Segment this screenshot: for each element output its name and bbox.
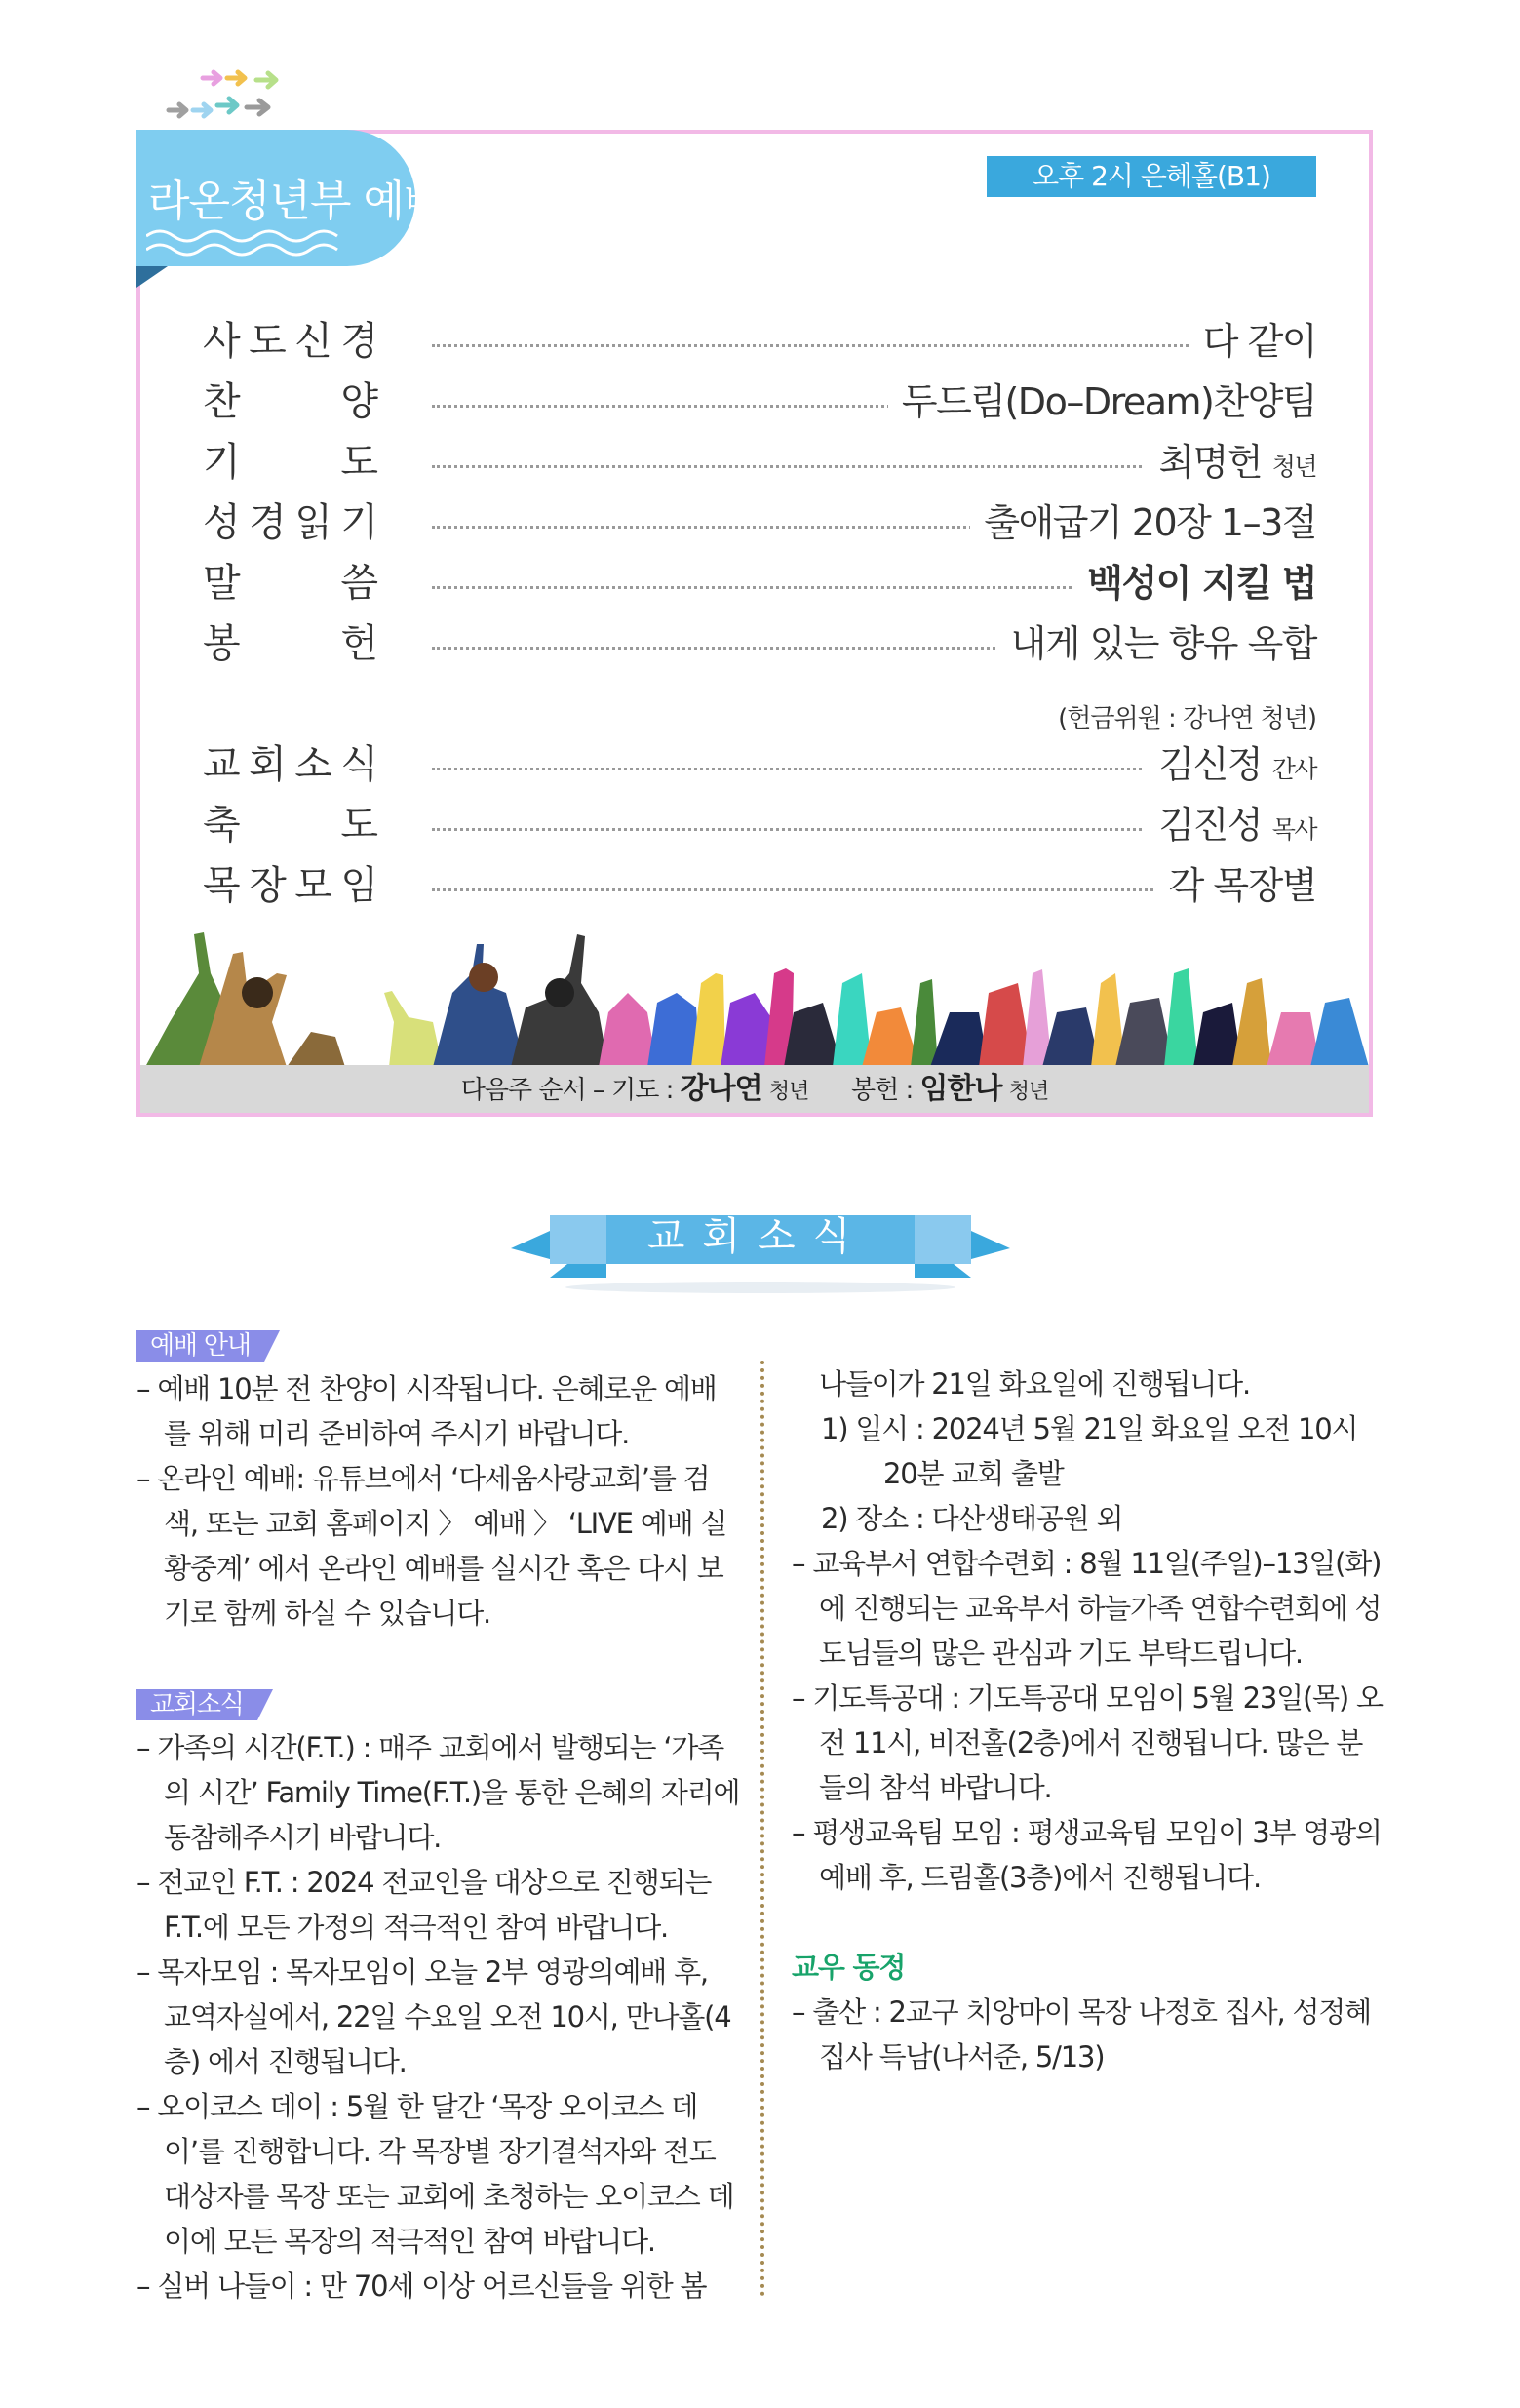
news-left-column <box>136 1322 741 2309</box>
order-row <box>203 312 1316 371</box>
worship-guide-heading: 예배 안내 <box>136 1330 264 1362</box>
order-row <box>203 856 1316 915</box>
next-offering-suffix: 청년 <box>1008 1080 1049 1104</box>
order-value: 각 목장별 <box>1155 856 1316 915</box>
worship-title: 라온청년부 예배 <box>148 177 445 226</box>
order-value: 두드림(Do–Dream)찬양팀 <box>888 373 1316 431</box>
continued-text: 나들이가 21일 화요일에 진행됩니다. <box>819 1367 1250 1401</box>
order-row <box>203 796 1316 854</box>
order-row <box>203 735 1316 794</box>
order-value: 최명헌 청년 <box>1145 433 1316 496</box>
order-label: 축 도 <box>203 803 378 848</box>
order-label: 찬 양 <box>203 379 378 424</box>
order-label: 교 회 소 식 <box>203 742 378 787</box>
tab-fold <box>136 266 168 288</box>
next-offering-name: 임한나 <box>919 1072 1002 1106</box>
order-row <box>203 554 1316 612</box>
list-item: – 출산 : 2교구 치앙마이 목장 나정호 집사, 성정혜 집사 득남(나서준, 5/13) <box>792 1995 1371 2073</box>
order-row <box>203 373 1316 431</box>
next-prayer-suffix: 청년 <box>768 1080 809 1104</box>
order-label: 목 장 모 임 <box>203 863 378 908</box>
next-week-bar <box>140 1065 1369 1113</box>
sermon-title: 백성이 지킬 법 <box>1073 554 1316 612</box>
leader-dots <box>432 344 1316 347</box>
member-news-heading: 교우 동정 <box>792 1951 906 1984</box>
list-item: – 예배 10분 전 찬양이 시작됩니다. 은혜로운 예배를 위해 미리 준비하여 주시기 바랍니다. <box>136 1372 717 1450</box>
next-offering-label: 봉헌 : <box>850 1076 914 1105</box>
order-label: 사 도 신 경 <box>203 319 378 364</box>
list-item: – 평생교육팀 모임 : 평생교육팀 모임이 3부 영광의 예배 후, 드림홀(3층)에서 진행됩니다. <box>792 1816 1382 1894</box>
order-value: 김진성 목사 <box>1145 796 1316 859</box>
list-item: – 가족의 시간(F.T.) : 매주 교회에서 발행되는 ‘가족의 시간’ Family Time(F.T.)을 통한 은혜의 자리에 동참해주시기 바랍니다. <box>136 1731 740 1854</box>
church-news-heading: 교회소식 <box>136 1689 257 1720</box>
order-label: 봉 헌 <box>203 621 378 666</box>
crowd-illustration <box>140 915 1369 1067</box>
order-label: 기 도 <box>203 440 378 485</box>
offering-note: (헌금위원 : 강나연 청년) <box>1058 704 1316 733</box>
time-place-badge: 오후 2시 은혜홀(B1) <box>987 156 1316 197</box>
order-row <box>203 433 1316 492</box>
order-label: 말 씀 <box>203 561 378 606</box>
order-value: 김신정 간사 <box>1145 735 1316 799</box>
order-value: 다 같이 <box>1189 312 1316 371</box>
order-row <box>203 614 1316 673</box>
sub-item: 2) 장소 : 다산생태공원 외 <box>821 1502 1123 1535</box>
news-right-column <box>792 1362 1386 2079</box>
order-row <box>203 493 1316 552</box>
order-label: 성 경 읽 기 <box>203 500 378 545</box>
wave-decoration-icon <box>146 224 361 263</box>
next-week-prefix: 다음주 순서 – 기도 : <box>460 1076 674 1105</box>
decorative-arrows-icon <box>164 66 300 135</box>
list-item: – 목자모임 : 목자모임이 오늘 2부 영광의예배 후, 교역자실에서, 22일 수요일 오전 10시, 만나홀(4층) 에서 진행됩니다. <box>136 1955 731 2078</box>
list-item: – 실버 나들이 : 만 70세 이상 어르신들을 위한 봄 <box>136 2270 707 2303</box>
news-banner-title: 교회소식 <box>646 1214 869 1259</box>
column-divider <box>760 1361 764 2297</box>
list-item: – 교육부서 연합수련회 : 8월 11일(주일)–13일(화)에 진행되는 교육부서 하늘가족 연합수련회에 성도님들의 많은 관심과 기도 부탁드립니다. <box>792 1547 1382 1670</box>
order-value: 출애굽기 20장 1–3절 <box>970 493 1316 552</box>
next-prayer-name: 강나연 <box>680 1072 762 1106</box>
list-item: – 오이코스 데이 : 5월 한 달간 ‘목장 오이코스 데이’를 진행합니다. 각 목장별 장기결석자와 전도 대상자를 목장 또는 교회에 초청하는 오이코스 데이에 모든 목장의 적극적인 참여 바랍니다. <box>136 2090 734 2258</box>
order-value: 내게 있는 향유 옥합 <box>997 614 1316 673</box>
list-item: – 기도특공대 : 기도특공대 모임이 5월 23일(목) 오전 11시, 비전홀(2층)에서 진행됩니다. 많은 분들의 참석 바랍니다. <box>792 1681 1383 1804</box>
sub-item: 1) 일시 : 2024년 5월 21일 화요일 오전 10시 20분 교회 출발 <box>821 1412 1358 1490</box>
list-item: – 전교인 F.T. : 2024 전교인을 대상으로 진행되는 F.T.에 모든 가정의 적극적인 참여 바랍니다. <box>136 1866 712 1944</box>
list-item: – 온라인 예배: 유튜브에서 ‘다세움사랑교회’를 검색, 또는 교회 홈페이지 〉 예배 〉 ‘LIVE 예배 실황중계’ 에서 온라인 예배를 실시간 혹은 다시 보기로 함께 하실 수 있습니다. <box>136 1462 727 1630</box>
